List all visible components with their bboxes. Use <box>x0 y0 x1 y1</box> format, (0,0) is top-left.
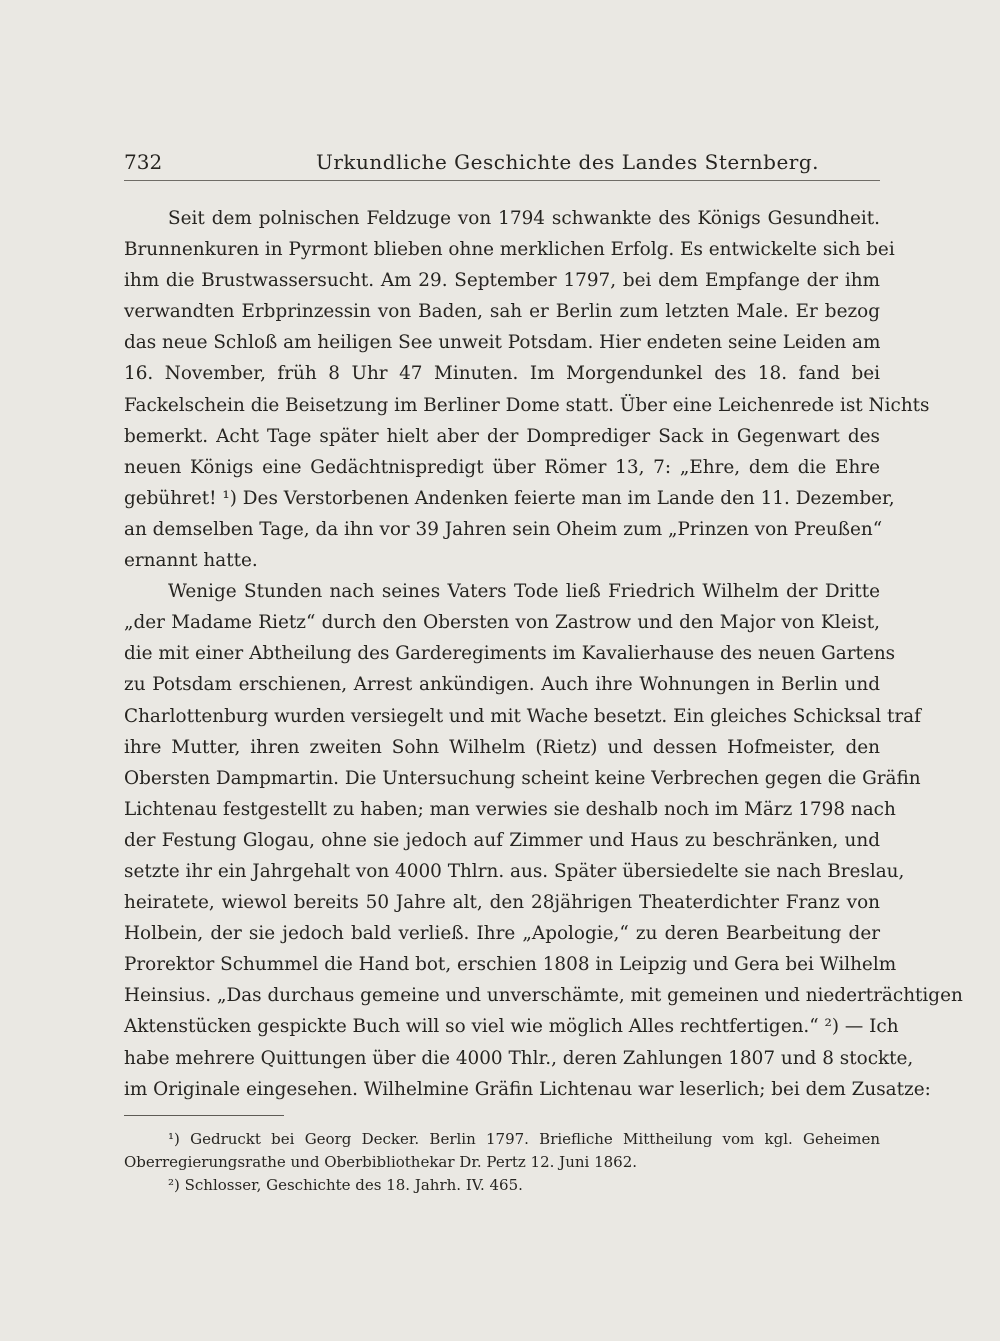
text-line: der Festung Glogau, ohne sie jedoch auf Zimmer und Haus zu beschränken, und <box>124 829 880 851</box>
text-line: Heinsius. „Das durchaus gemeine und unverschämte, mit gemeinen und niederträchtigen <box>124 985 963 1007</box>
text-line: 16. November, früh 8 Uhr 47 Minuten. Im Morgendunkel des 18. fand bei <box>124 363 880 385</box>
footnote-1-continued: Oberregierungsrathe und Oberbibliothekar Dr. Pertz 12. Juni 1862. <box>124 1153 638 1171</box>
body-text <box>124 203 963 1105</box>
text-line: verwandten Erbprinzessin von Baden, sah er Berlin zum letzten Male. Er bezog <box>124 301 880 323</box>
text-line: Brunnenkuren in Pyrmont blieben ohne merklichen Erfolg. Es entwickelte sich bei <box>124 239 895 261</box>
text-line: Charlottenburg wurden versiegelt und mit Wache besetzt. Ein gleiches Schicksal traf <box>124 705 921 727</box>
text-line: heiratete, wiewol bereits 50 Jahre alt, den 28jährigen Theaterdichter Franz von <box>124 892 880 914</box>
text-line: Prorektor Schummel die Hand bot, erschien 1808 in Leipzig und Gera bei Wilhelm <box>124 954 897 976</box>
text-line: ernannt hatte. <box>124 550 258 572</box>
footnotes <box>124 1128 880 1197</box>
text-line: habe mehrere Quittungen über die 4000 Thlr., deren Zahlungen 1807 und 8 stockte, <box>124 1047 914 1069</box>
text-line: im Originale eingesehen. Wilhelmine Gräfin Lichtenau war leserlich; bei dem Zusatze: <box>124 1078 931 1100</box>
text-line: die mit einer Abtheilung des Garderegiments im Kavalierhause des neuen Gartens <box>124 643 896 665</box>
footnote-divider <box>124 1115 284 1116</box>
text-line: Lichtenau festgestellt zu haben; man verwies sie deshalb noch im März 1798 nach <box>124 798 896 820</box>
footnote-2: ²) Schlosser, Geschichte des 18. Jahrh. IV. 465. <box>168 1176 523 1194</box>
text-line: „der Madame Rietz“ durch den Obersten von Zastrow und den Major von Kleist, <box>124 612 880 634</box>
text-line: an demselben Tage, da ihn vor 39 Jahren sein Oheim zum „Prinzen von Preußen“ <box>124 518 883 540</box>
text-line: ihm die Brustwassersucht. Am 29. September 1797, bei dem Empfange der ihm <box>124 270 880 292</box>
text-line: das neue Schloß am heiligen See unweit Potsdam. Hier endeten seine Leiden am <box>124 332 881 354</box>
text-line: Holbein, der sie jedoch bald verließ. Ihre „Apologie,“ zu deren Bearbeitung der <box>124 923 880 945</box>
text-line: Aktenstücken gespickte Buch will so viel wie möglich Alles rechtfertigen.“ ²) — Ich <box>124 1016 899 1038</box>
text-line: Fackelschein die Beisetzung im Berliner Dome statt. Über eine Leichenrede ist Nichts <box>124 394 930 416</box>
text-line: Wenige Stunden nach seines Vaters Tode ließ Friedrich Wilhelm der Dritte <box>168 581 880 603</box>
text-line: Seit dem polnischen Feldzuge von 1794 schwankte des Königs Gesundheit. <box>168 208 880 229</box>
page-number: 732 <box>124 150 163 174</box>
footnote-1: ¹) Gedruckt bei Georg Decker. Berlin 1797. Briefliche Mittheilung vom kgl. Geheimen <box>168 1130 880 1148</box>
text-line: gebühret! ¹) Des Verstorbenen Andenken feierte man im Lande den 11. Dezember, <box>124 487 895 509</box>
page-header <box>124 150 880 181</box>
text-line: zu Potsdam erschienen, Arrest ankündigen. Auch ihre Wohnungen in Berlin und <box>124 674 880 696</box>
text-line: neuen Königs eine Gedächtnispredigt über Römer 13, 7: „Ehre, dem die Ehre <box>124 456 880 478</box>
text-line: Obersten Dampmartin. Die Untersuchung scheint keine Verbrechen gegen die Gräfin <box>124 767 921 789</box>
text-line: ihre Mutter, ihren zweiten Sohn Wilhelm (Rietz) und dessen Hofmeister, den <box>124 736 880 758</box>
text-line: setzte ihr ein Jahrgehalt von 4000 Thlrn. aus. Später übersiedelte sie nach Breslau, <box>124 860 905 882</box>
text-line: bemerkt. Acht Tage später hielt aber der Domprediger Sack in Gegenwart des <box>124 425 880 447</box>
running-head: Urkundliche Geschichte des Landes Sternberg. <box>316 150 820 174</box>
